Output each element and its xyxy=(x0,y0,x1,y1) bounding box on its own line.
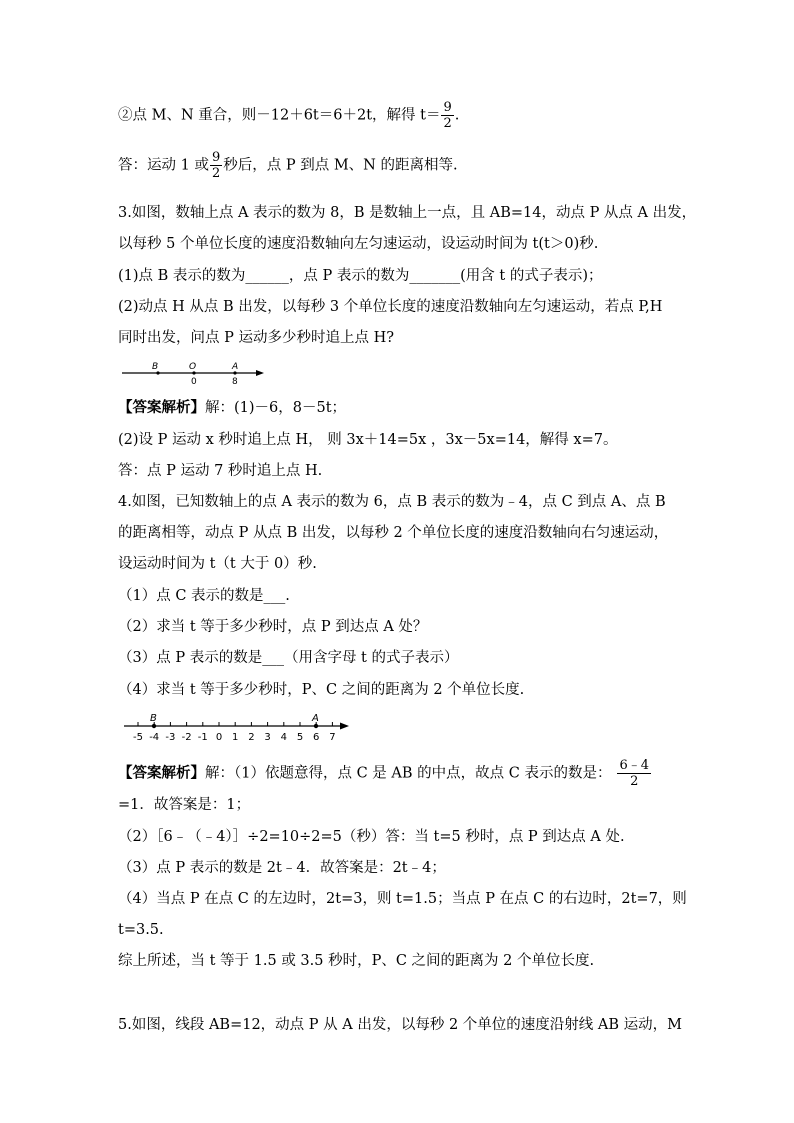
answer-line-s2: 答：运动 1 或 $\frac{9}{2}$ 秒后，点 P 到点 M、N 的距离相等. xyxy=(118,150,458,181)
label-B: B xyxy=(152,362,159,372)
tick-label: 0 xyxy=(215,732,223,743)
label-B: B xyxy=(150,713,157,724)
answer-tag: 【答案解析】 xyxy=(118,399,205,416)
answer3-line2: (2)设 P 运动 x 秒时追上点 H， 则 3x＋14=5x ，3x－5x=14，解得 x=7。 xyxy=(118,432,618,448)
tick-label: -4 xyxy=(149,732,160,743)
tick-label: 5 xyxy=(296,732,304,743)
point-A-dot xyxy=(314,724,318,728)
problem4-line5: （2）求当 t 等于多少秒时，点 P 到达点 A 处？ xyxy=(118,619,428,635)
answer4-line6: t=3.5. xyxy=(118,922,164,938)
problem4-line3: 设运动时间为 t（t 大于 0）秒. xyxy=(118,556,317,572)
problem4-line1: 4.如图，已知数轴上的点 A 表示的数为 6，点 B 表示的数为﹣4，点 C 到点 A、点 B xyxy=(118,494,666,510)
tick-label: 7 xyxy=(329,732,336,743)
answer3-line1: 【答案解析】解：(1)－6，8－5t； xyxy=(118,399,347,416)
answer3-line3: 答：点 P 运动 7 秒时追上点 H. xyxy=(118,463,323,479)
text: ②点 M、N 重合，则－12＋6t＝6＋2t，解得 t＝ xyxy=(118,107,441,124)
tick-label: 4 xyxy=(280,732,287,743)
tick-label: -1 xyxy=(197,732,208,743)
tick-8: 8 xyxy=(232,377,238,386)
answer4-line5: （4）当点 P 在点 C 的左边时，2t=3，则 t=1.5；当点 P 在点 C 的右边时，2t=7，则 xyxy=(118,891,687,907)
label-A: A xyxy=(232,362,239,372)
answer4-line1: 【答案解析】解：（1）依题意得，点 C 是 AB 的中点，故点 C 表示的数是： $\frac{6﹣4}{2}$ xyxy=(118,758,649,789)
solution-line-coincide: ②点 M、N 重合，则－12＋6t＝6＋2t，解得 t＝ $\frac{9}{2}$ . xyxy=(118,100,460,131)
problem3-line5: 同时出发，问点 P 运动多少秒时追上点 H? xyxy=(118,330,395,346)
answer-tag: 【答案解析】 xyxy=(118,764,205,782)
tick-label: 6 xyxy=(313,732,320,743)
fraction: $\frac{9}{2}$ xyxy=(211,150,221,181)
problem4-line7: （4）求当 t 等于多少秒时，P、C 之间的距离为 2 个单位长度. xyxy=(118,682,525,698)
tick-0: 0 xyxy=(191,377,197,386)
label-O: O xyxy=(189,362,197,372)
problem3-line3: (1)点 B 表示的数为______，点 P 表示的数为_______(用含 t 的式子表示)； xyxy=(118,268,603,284)
tick-label: -5 xyxy=(133,732,143,743)
answer4-line4: （3）点 P 表示的数是 2t﹣4．故答案是：2t﹣4； xyxy=(118,860,446,876)
tick-label: -3 xyxy=(165,732,176,743)
answer4-line3: （2）［6﹣（﹣4）］÷2=10÷2=5（秒）答：当 t=5 秒时，点 P 到达点 A 处. xyxy=(118,829,625,845)
tick-label: 3 xyxy=(264,732,271,743)
tick-label: -2 xyxy=(181,732,192,743)
answer4-line2: =1．故答案是：1； xyxy=(118,797,251,813)
problem3-line1: 3.如图，数轴上点 A 表示的数为 8，B 是数轴上一点，且 AB=14，动点 P 从点 A 出发， xyxy=(118,205,697,221)
fraction: $\frac{6﹣4}{2}$ xyxy=(619,758,649,789)
number-line-figure-p4 xyxy=(118,710,353,746)
answer4-line7: 综上所述，当 t 等于 1.5 或 3.5 秒时，P、C 之间的距离为 2 个单位长度. xyxy=(118,953,595,969)
point-B-dot xyxy=(152,724,156,728)
problem5-line1: 5.如图，线段 AB=12，动点 P 从 A 出发，以每秒 2 个单位的速度沿射线 AB 运动，M xyxy=(118,1017,682,1033)
problem4-line2: 的距离相等，动点 P 从点 B 出发，以每秒 2 个单位长度的速度沿数轴向右匀速运动， xyxy=(118,525,669,541)
problem4-line6: （3）点 P 表示的数是___（用含字母 t 的式子表示） xyxy=(118,650,459,666)
tick-label: 1 xyxy=(232,732,239,743)
tick-label: 2 xyxy=(248,732,255,743)
label-A: A xyxy=(312,713,319,724)
problem4-line4: （1）点 C 表示的数是___. xyxy=(118,588,290,604)
problem3-line4: (2)动点 H 从点 B 出发，以每秒 3 个单位长度的速度沿数轴向左匀速运动，若点 P,H xyxy=(118,299,663,315)
fraction: $\frac{9}{2}$ xyxy=(443,100,452,131)
number-line-figure-p3 xyxy=(118,358,268,386)
problem3-line2: 以每秒 5 个单位长度的速度沿数轴向左匀速运动，设运动时间为 t(t＞0)秒. xyxy=(118,236,599,252)
